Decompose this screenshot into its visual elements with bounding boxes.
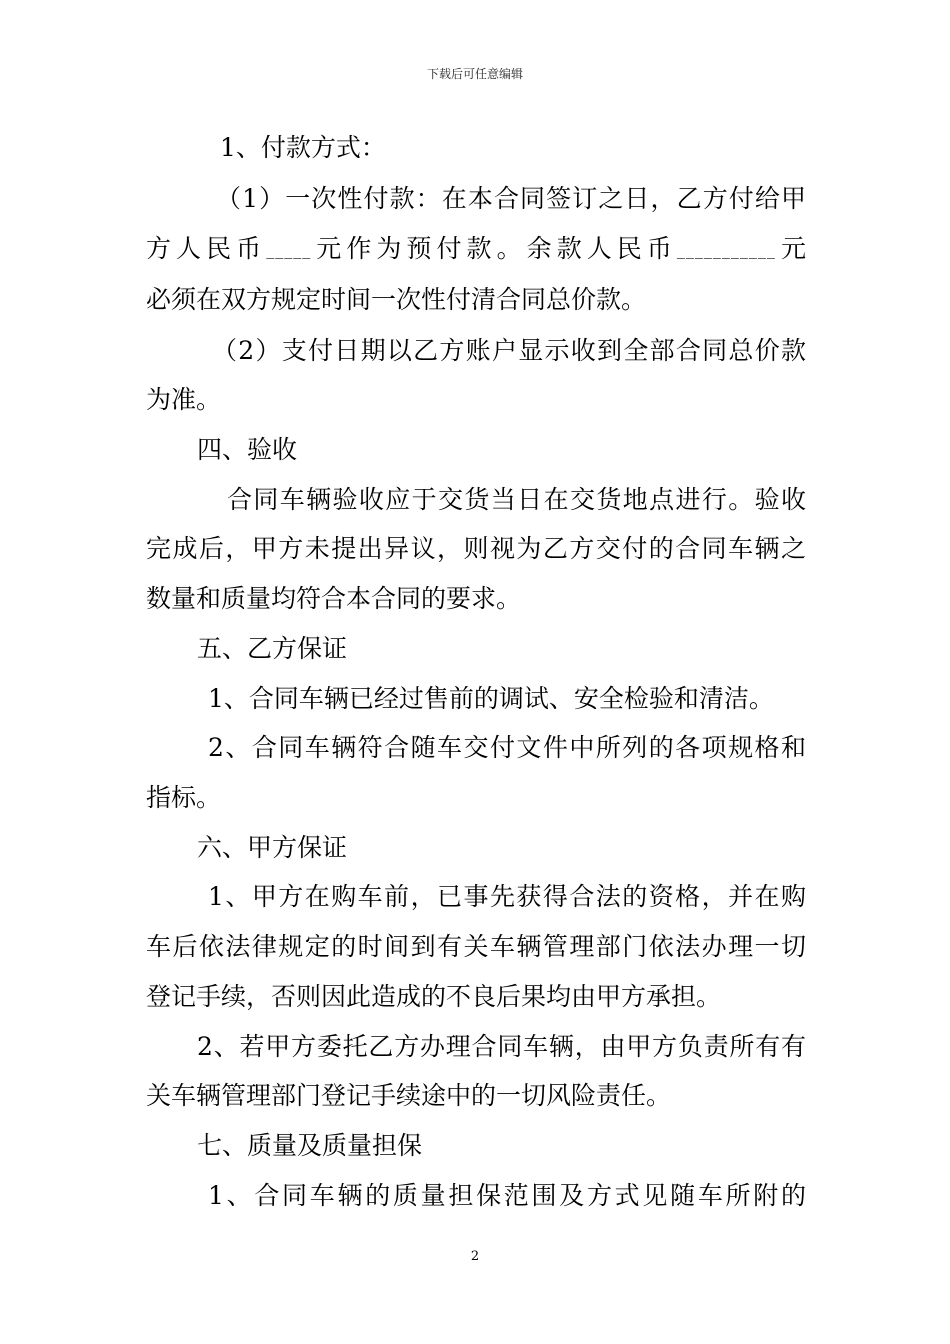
paragraph-line: （2）支付日期以乙方账户显示收到全部合同总价款 [212, 336, 806, 365]
paragraph-line: 完成后，甲方未提出异议，则视为乙方交付的合同车辆之 [146, 534, 806, 563]
paragraph-line: 必须在双方规定时间一次性付清合同总价款。 [146, 285, 647, 314]
paragraph-line: 2、若甲方委托乙方办理合同车辆，由甲方负责所有有 [197, 1032, 806, 1061]
payment-method-heading: 1、付款方式： [220, 133, 386, 162]
paragraph-line: 指标。 [146, 783, 222, 812]
section-heading-seller-guarantee: 五、乙方保证 [197, 634, 348, 663]
page-header: 下载后可任意编辑 [426, 67, 523, 81]
fill-blank: _____ [266, 240, 312, 259]
paragraph-line: 关车辆管理部门登记手续途中的一切风险责任。 [146, 1081, 672, 1110]
text-segment: 元作为预付款。余款人民币 [311, 234, 677, 263]
text-segment: 方人民币 [146, 234, 267, 263]
section-heading-buyer-guarantee: 六、甲方保证 [197, 833, 348, 862]
paragraph-line-with-blanks [146, 232, 806, 269]
paragraph-line: 1、合同车辆的质量担保范围及方式见随车所附的 [208, 1181, 806, 1210]
paragraph-line: 登记手续，否则因此造成的不良后果均由甲方承担。 [146, 982, 722, 1011]
paragraph-line: 车后依法律规定的时间到有关车辆管理部门依法办理一切 [146, 932, 806, 961]
page-number: 2 [470, 1249, 480, 1264]
paragraph-line: 2、合同车辆符合随车交付文件中所列的各项规格和 [208, 733, 806, 762]
paragraph-line: 合同车辆验收应于交货当日在交货地点进行。验收 [227, 485, 806, 514]
paragraph-line: 1、合同车辆已经过售前的调试、安全检验和清洁。 [208, 684, 774, 713]
paragraph-line: 1、甲方在购车前，已事先获得合法的资格，并在购 [208, 882, 806, 911]
paragraph-line: （1）一次性付款：在本合同签订之日，乙方付给甲 [216, 184, 806, 213]
fill-blank: ___________ [676, 240, 776, 259]
paragraph-line: 为准。 [146, 385, 222, 414]
text-segment: 元 [775, 234, 806, 263]
section-heading-quality-guarantee: 七、质量及质量担保 [197, 1131, 423, 1160]
section-heading-acceptance: 四、验收 [197, 435, 298, 464]
paragraph-line: 数量和质量均符合本合同的要求。 [146, 584, 522, 613]
